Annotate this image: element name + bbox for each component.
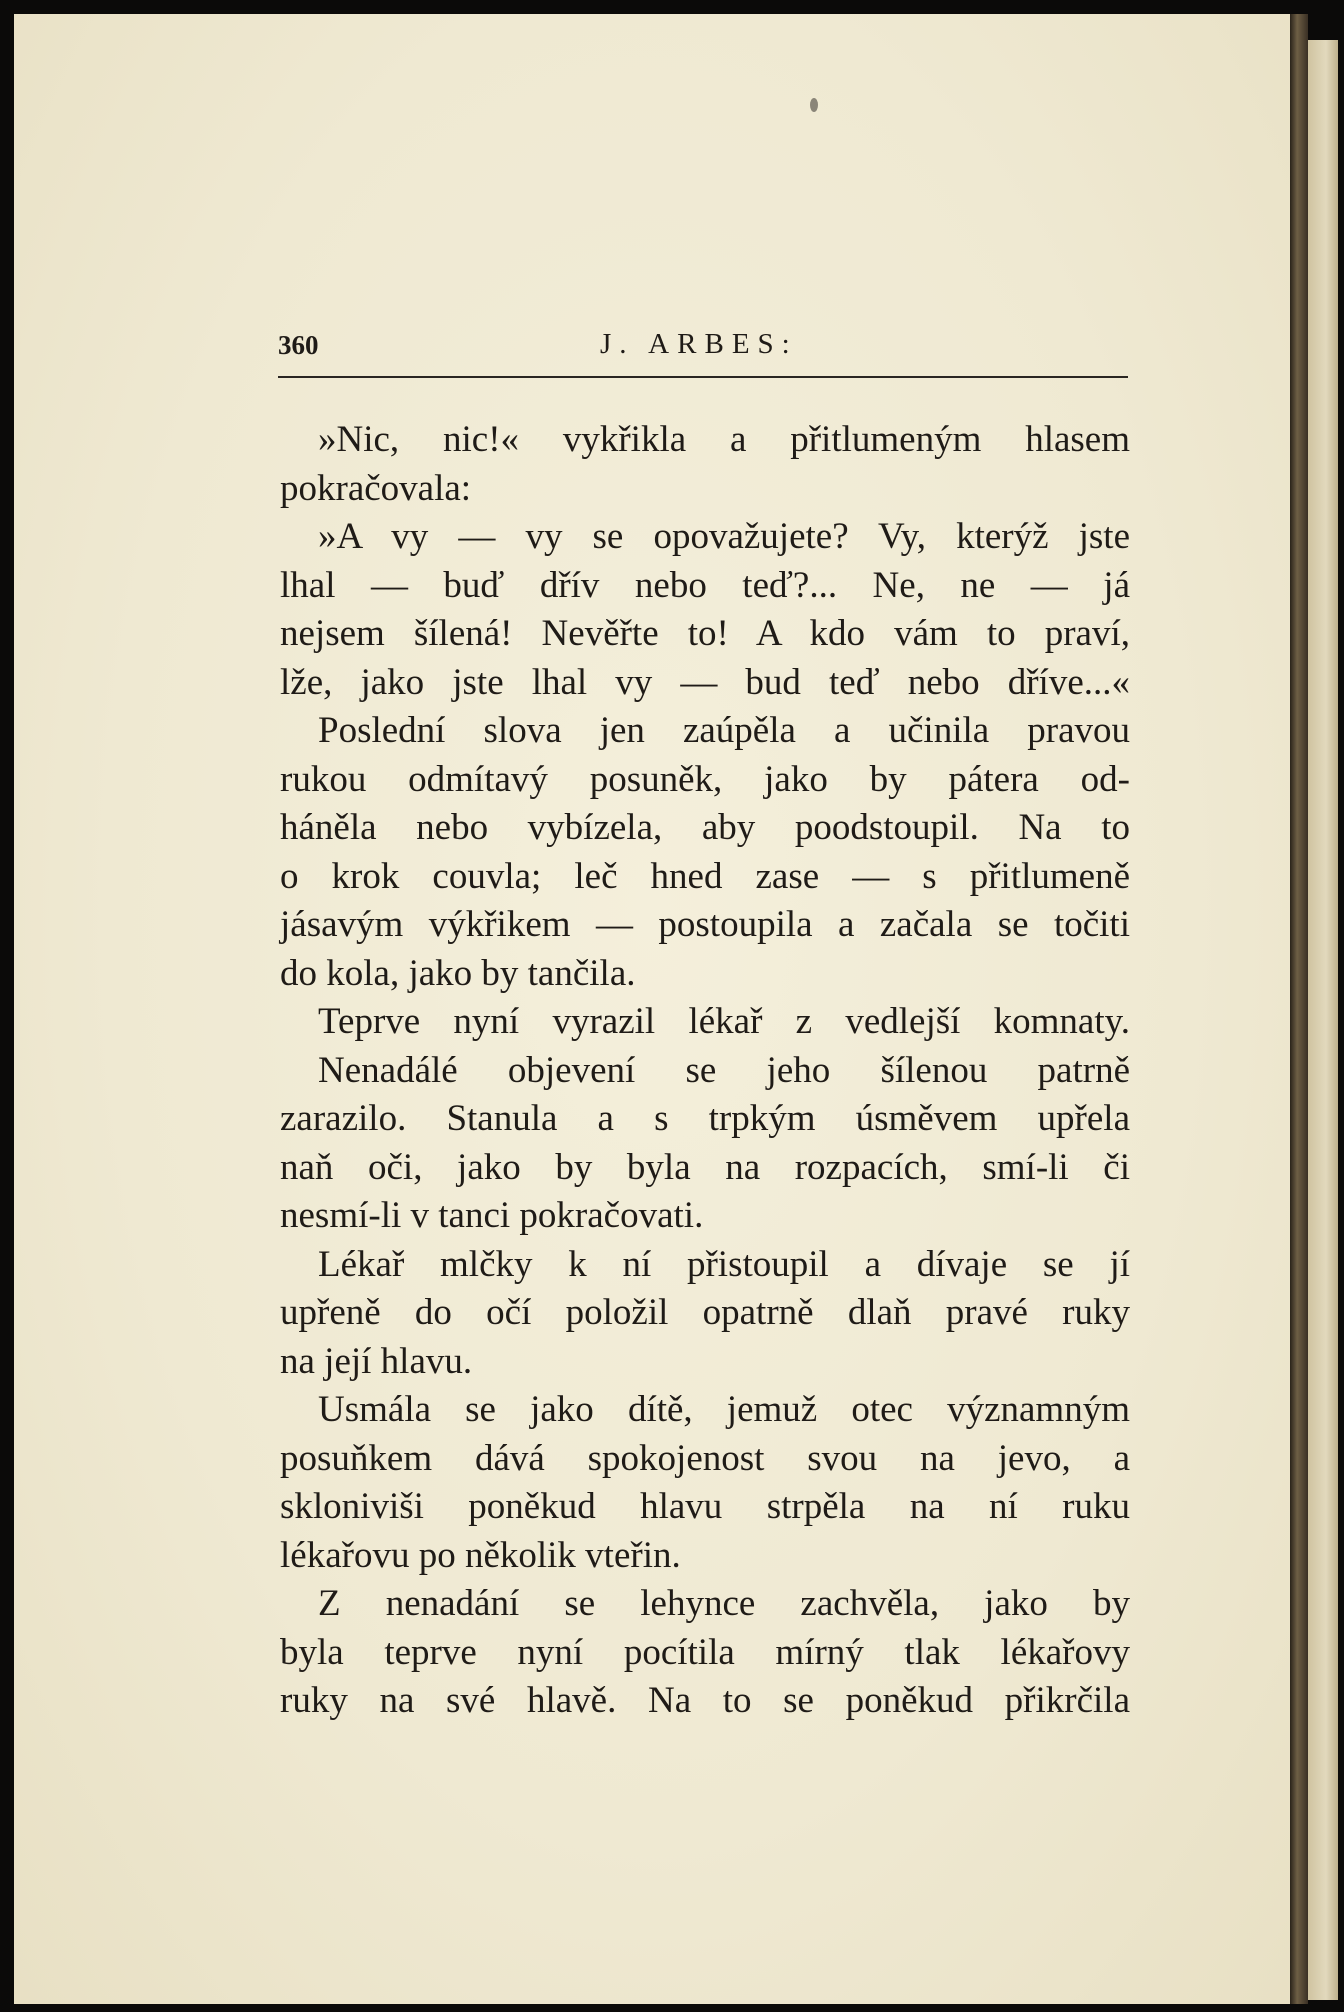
page-number: 360	[278, 330, 319, 360]
text-line: do kola, jako by tančila.	[280, 952, 636, 994]
text-line: »A vy — vy se opovažujete? Vy, kterýž jste	[318, 516, 1130, 557]
text-line: lže, jako jste lhal vy — bud teď nebo dříve...«	[280, 661, 1130, 703]
text-line: zarazilo. Stanula a s trpkým úsměvem upřela	[280, 1098, 1130, 1139]
text-line: naň oči, jako by byla na rozpacích, smí-li či	[280, 1146, 1130, 1188]
text-line: Usmála se jako dítě, jemuž otec významným	[318, 1389, 1130, 1430]
text-line: pokračovala:	[280, 467, 472, 509]
text-line: lhal — buď dřív nebo teď?... Ne, ne — já	[280, 564, 1130, 606]
text-line: Teprve nyní vyrazil lékař z vedlejší komnaty.	[318, 1001, 1130, 1042]
text-line: Nenadálé objevení se jeho šílenou patrně	[318, 1049, 1130, 1091]
text-line: lékařovu po několik vteřin.	[280, 1534, 681, 1576]
text-line: o krok couvla; leč hned zase — s přitlumeně	[280, 855, 1130, 897]
page-header	[278, 328, 1128, 378]
text-line: upřeně do očí položil opatrně dlaň pravé ruky	[280, 1292, 1130, 1333]
text-line: posuňkem dává spokojenost svou na jevo, a	[280, 1437, 1130, 1479]
running-head: J. ARBES:	[600, 328, 798, 360]
body-text	[280, 416, 1130, 1726]
text-line: nejsem šílená! Nevěřte to! A kdo vám to praví,	[280, 613, 1130, 654]
next-page-edge	[1308, 40, 1338, 2000]
text-line: Z nenadání se lehynce zachvěla, jako by	[318, 1583, 1130, 1624]
book-spine	[1290, 14, 1308, 2004]
text-line: na její hlavu.	[280, 1340, 473, 1382]
paper-speck	[810, 98, 818, 112]
text-line: ruky na své hlavě. Na to se poněkud přikrčila	[280, 1680, 1130, 1721]
text-line: »Nic, nic!« vykřikla a přitlumeným hlasem	[318, 419, 1130, 460]
text-line: nesmí-li v tanci pokračovati.	[280, 1195, 704, 1236]
text-line: háněla nebo vybízela, aby poodstoupil. Na to	[280, 807, 1130, 848]
text-line: Lékař mlčky k ní přistoupil a dívaje se jí	[318, 1243, 1130, 1285]
text-line: skloniviši poněkud hlavu strpěla na ní ruku	[280, 1486, 1130, 1527]
text-line: Poslední slova jen zaúpěla a učinila pravou	[318, 710, 1130, 751]
text-line: jásavým výkřikem — postoupila a začala se točiti	[280, 904, 1130, 945]
text-line: rukou odmítavý posuněk, jako by pátera od-	[280, 758, 1130, 800]
text-line: byla teprve nyní pocítila mírný tlak lékařovy	[280, 1631, 1130, 1673]
